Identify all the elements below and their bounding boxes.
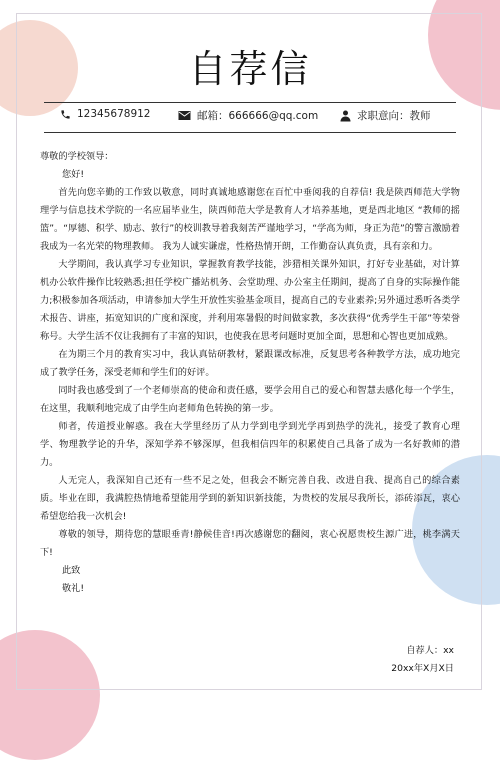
header-rule-bottom: [44, 132, 456, 133]
contact-email: [178, 108, 318, 123]
paragraph: 师者，传道授业解惑。我在大学里经历了从力学到电学到光学再到热学的洗礼，接受了教育心理学、物理教学论的升华，深知学养不够深厚，但我相信四年的积累使自己具备了成为一名好教师的潜力。: [40, 421, 460, 468]
paragraph: 尊敬的领导，期待您的慧眼垂青!静候佳音!再次感谢您的翻阅，衷心祝愿贵校生源广进，桃李满天下!: [40, 529, 460, 558]
greeting: 您好!: [62, 169, 85, 180]
paragraph: 人无完人，我深知自己还有一些不足之处，但我会不断完善自我、改进自我、提高自己的综合素质。毕业在即，我满腔热情地希望能用学到的新知识新技能，为贵校的发展尽我所长，添砖添瓦，衷心希望您给我一次机会!: [40, 475, 460, 522]
person-icon: [340, 110, 351, 122]
phone-text: 12345678912: [77, 108, 151, 120]
paragraph: 首先向您辛勤的工作致以敬意，同时真诚地感谢您在百忙中垂阅我的自荐信! 我是陕西师范大学物理学与信息技术学院的一名应届毕业生，陕西师范大学是教育人才培养基地，更是西北地区 “教师的摇篮”。“厚德、积学、励志、敦行”的校训教导着我刻苦严谨地学习，“学高为师，身正为范”的警言激励着我成为一名光荣的物理教师。 我为人诚实谦虚，性格热情开朗，工作勤奋认真负责，具有亲和力。: [40, 187, 460, 252]
closing-line-1: 此致: [62, 565, 81, 576]
intention-text: 求职意向：教师: [357, 110, 431, 122]
paragraph: 在为期三个月的教育实习中，我认真钻研教材，紧跟课改标准，反复思考各种教学方法，成功地完成了教学任务，深受老师和学生们的好评。: [40, 349, 460, 378]
contact-bar: [44, 108, 456, 128]
mail-icon: [178, 110, 191, 121]
closing-line-2: 敬礼!: [62, 583, 85, 594]
email-text: 邮箱：666666@qq.com: [197, 110, 319, 122]
contact-intention: [340, 108, 431, 123]
header-rule-top: [44, 102, 456, 103]
signature-name: 自荐人：xx: [406, 645, 454, 656]
page-title: 自荐信: [188, 47, 312, 91]
letter-body: [40, 148, 460, 598]
contact-phone: [60, 108, 151, 120]
paragraph: 同时我也感受到了一个老师崇高的使命和责任感，要学会用自己的爱心和智慧去感化每一个学生，在这里，我顺利地完成了由学生向老师角色转换的第一步。: [40, 385, 460, 414]
phone-icon: [60, 109, 71, 120]
paragraph: 大学期间，我认真学习专业知识，掌握教育教学技能，涉猎相关课外知识，打好专业基础，对计算机办公软件操作比较熟悉;担任学校广播站机务、会堂助理、办公室主任期间，提高了自身的实际操作能力;积极参加各项活动，申请参加大学生开放性实验基金项目，提高自己的专业素养;另外通过悉听各类学术报告、讲座，拓宽知识的广度和深度，并利用寒暑假的时间做家教，多次获得“优秀学生干部”等荣誉称号。大学生活不仅让我拥有了丰富的知识，也使我在思考问题时更加全面，思想和心智也更加成熟。: [40, 259, 460, 342]
salutation: 尊敬的学校领导：: [40, 151, 114, 162]
signature-date: 20xx年X月X日: [391, 663, 454, 674]
